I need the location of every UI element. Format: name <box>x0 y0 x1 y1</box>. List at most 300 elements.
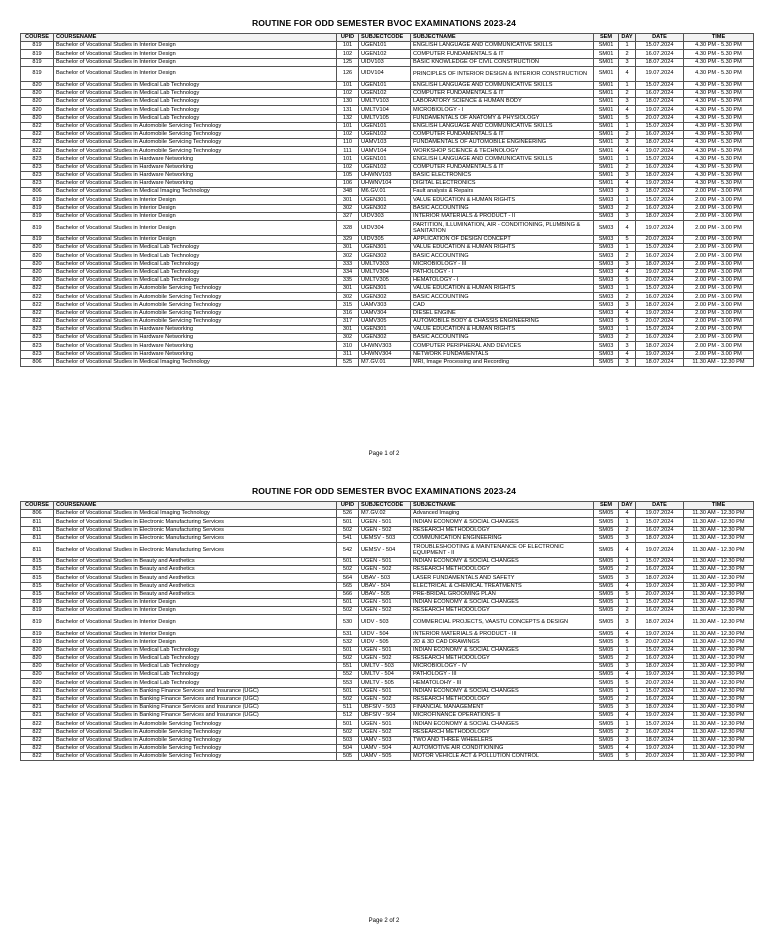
subjectcode-cell: UGEN - 502 <box>359 728 411 736</box>
day-cell: 2 <box>619 654 636 662</box>
time-cell: 4.30 PM - 5.30 PM <box>684 89 754 97</box>
day-cell: 3 <box>619 615 636 630</box>
sem-cell: SM03 <box>594 285 619 293</box>
subjectname-cell: LABORATORY SCIENCE & HUMAN BODY <box>411 98 594 106</box>
upid-cell: 530 <box>337 615 359 630</box>
upid-cell: 502 <box>337 695 359 703</box>
time-cell: 2.00 PM - 3.00 PM <box>684 212 754 220</box>
table-row <box>21 510 754 518</box>
subjectcode-cell: UGEN102 <box>359 89 411 97</box>
upid-cell: 102 <box>337 50 359 58</box>
table-row <box>21 268 754 276</box>
day-cell: 3 <box>619 736 636 744</box>
time-cell: 2.00 PM - 3.00 PM <box>684 350 754 358</box>
table-row <box>21 744 754 752</box>
sem-cell: SM01 <box>594 114 619 122</box>
coursename-cell: Bachelor of Vocational Studies in Interior Design <box>54 235 337 243</box>
sem-cell: SM05 <box>594 510 619 518</box>
subjectname-cell: MRI, Image Processing and Recording <box>411 358 594 366</box>
course-cell: 819 <box>21 638 54 646</box>
table-row <box>21 155 754 163</box>
sem-cell: SM03 <box>594 260 619 268</box>
table-row <box>21 50 754 58</box>
sem-cell: SM05 <box>594 695 619 703</box>
subjectcode-cell: UBAV - 505 <box>359 590 411 598</box>
subjectcode-cell: UHWNV304 <box>359 350 411 358</box>
subjectname-cell: COMMUNICATION ENGINEERING <box>411 534 594 542</box>
course-cell: 823 <box>21 334 54 342</box>
coursename-cell: Bachelor of Vocational Studies in Medical Lab Technology <box>54 81 337 89</box>
subjectcode-cell: UGEN102 <box>359 130 411 138</box>
sem-cell: SM01 <box>594 42 619 50</box>
day-cell: 5 <box>619 590 636 598</box>
day-cell: 5 <box>619 753 636 761</box>
sem-cell: SM05 <box>594 582 619 590</box>
day-cell: 4 <box>619 106 636 114</box>
subjectcode-cell: UMLTV - 504 <box>359 671 411 679</box>
time-cell: 2.00 PM - 3.00 PM <box>684 196 754 204</box>
day-cell: 4 <box>619 542 636 557</box>
course-cell: 820 <box>21 671 54 679</box>
table-row <box>21 301 754 309</box>
date-cell: 18.07.2024 <box>636 663 684 671</box>
sem-cell: SM03 <box>594 212 619 220</box>
course-cell: 823 <box>21 342 54 350</box>
course-cell: 821 <box>21 687 54 695</box>
day-cell: 2 <box>619 566 636 574</box>
day-cell: 3 <box>619 139 636 147</box>
day-cell: 5 <box>619 679 636 687</box>
col-header: COURSENAME <box>54 502 337 510</box>
sem-cell: SM05 <box>594 630 619 638</box>
day-cell: 5 <box>619 235 636 243</box>
sem-cell: SM03 <box>594 244 619 252</box>
date-cell: 18.07.2024 <box>636 342 684 350</box>
routine-table <box>20 33 754 367</box>
time-cell: 2.00 PM - 3.00 PM <box>684 220 754 235</box>
time-cell: 4.30 PM - 5.30 PM <box>684 180 754 188</box>
table-row <box>21 180 754 188</box>
subjectname-cell: ENGLISH LANGUAGE AND COMMUNICATIVE SKILLS <box>411 42 594 50</box>
sem-cell: SM05 <box>594 712 619 720</box>
coursename-cell: Bachelor of Vocational Studies in Interior Design <box>54 196 337 204</box>
subjectcode-cell: UGEN301 <box>359 285 411 293</box>
subjectcode-cell: UIDV104 <box>359 66 411 81</box>
day-cell: 4 <box>619 66 636 81</box>
upid-cell: 334 <box>337 268 359 276</box>
table-row <box>21 204 754 212</box>
sem-cell: SM05 <box>594 638 619 646</box>
sem-cell: SM03 <box>594 342 619 350</box>
upid-cell: 301 <box>337 285 359 293</box>
day-cell: 1 <box>619 326 636 334</box>
course-cell: 819 <box>21 204 54 212</box>
table-row <box>21 171 754 179</box>
course-cell: 822 <box>21 720 54 728</box>
coursename-cell: Bachelor of Vocational Studies in Automobile Servicing Technology <box>54 753 337 761</box>
day-cell: 4 <box>619 582 636 590</box>
table-row <box>21 42 754 50</box>
subjectcode-cell: UHWNV103 <box>359 171 411 179</box>
table-row <box>21 598 754 606</box>
subjectcode-cell: UGEN301 <box>359 326 411 334</box>
day-cell: 4 <box>619 630 636 638</box>
coursename-cell: Bachelor of Vocational Studies in Electronic Manufacturing Services <box>54 518 337 526</box>
day-cell: 2 <box>619 526 636 534</box>
sem-cell: SM03 <box>594 252 619 260</box>
date-cell: 16.07.2024 <box>636 728 684 736</box>
time-cell: 4.30 PM - 5.30 PM <box>684 50 754 58</box>
date-cell: 20.07.2024 <box>636 679 684 687</box>
date-cell: 15.07.2024 <box>636 81 684 89</box>
table-row <box>21 81 754 89</box>
table-row <box>21 557 754 565</box>
date-cell: 20.07.2024 <box>636 276 684 284</box>
coursename-cell: Bachelor of Vocational Studies in Automobile Servicing Technology <box>54 122 337 130</box>
coursename-cell: Bachelor of Vocational Studies in Electronic Manufacturing Services <box>54 542 337 557</box>
time-cell: 11.30 AM - 12.30 PM <box>684 582 754 590</box>
coursename-cell: Bachelor of Vocational Studies in Banking Finance Services and Insurance (UGC) <box>54 703 337 711</box>
subjectname-cell: COMPUTER FUNDAMENTALS & IT <box>411 163 594 171</box>
upid-cell: 301 <box>337 244 359 252</box>
table-row <box>21 695 754 703</box>
subjectname-cell: RESEARCH METHODOLOGY <box>411 654 594 662</box>
subjectname-cell: FUNDAMENTALS OF AUTOMOBILE ENGINEERING <box>411 139 594 147</box>
course-cell: 815 <box>21 590 54 598</box>
sem-cell: SM05 <box>594 534 619 542</box>
coursename-cell: Bachelor of Vocational Studies in Automobile Servicing Technology <box>54 309 337 317</box>
subjectcode-cell: UMLTV - 505 <box>359 679 411 687</box>
course-cell: 821 <box>21 712 54 720</box>
subjectcode-cell: UAMV304 <box>359 309 411 317</box>
date-cell: 19.07.2024 <box>636 106 684 114</box>
date-cell: 19.07.2024 <box>636 744 684 752</box>
table-row <box>21 574 754 582</box>
date-cell: 15.07.2024 <box>636 518 684 526</box>
time-cell: 11.30 AM - 12.30 PM <box>684 687 754 695</box>
course-cell: 821 <box>21 695 54 703</box>
course-cell: 823 <box>21 155 54 163</box>
course-cell: 820 <box>21 260 54 268</box>
time-cell: 11.30 AM - 12.30 PM <box>684 574 754 582</box>
subjectcode-cell: UGEN - 502 <box>359 695 411 703</box>
day-cell: 4 <box>619 510 636 518</box>
upid-cell: 328 <box>337 220 359 235</box>
day-cell: 2 <box>619 334 636 342</box>
day-cell: 4 <box>619 180 636 188</box>
subjectcode-cell: UGEN - 501 <box>359 720 411 728</box>
subjectcode-cell: UGEN101 <box>359 155 411 163</box>
course-cell: 822 <box>21 744 54 752</box>
course-cell: 823 <box>21 350 54 358</box>
upid-cell: 302 <box>337 204 359 212</box>
subjectcode-cell: UGEN - 501 <box>359 646 411 654</box>
day-cell: 4 <box>619 671 636 679</box>
sem-cell: SM05 <box>594 720 619 728</box>
date-cell: 15.07.2024 <box>636 687 684 695</box>
coursename-cell: Bachelor of Vocational Studies in Medical Lab Technology <box>54 663 337 671</box>
upid-cell: 125 <box>337 58 359 66</box>
col-header: DATE <box>636 502 684 510</box>
col-header: SUBJECTNAME <box>411 34 594 42</box>
document-title: ROUTINE FOR ODD SEMESTER BVOC EXAMINATIONS 2023-24 <box>251 486 517 496</box>
table-row <box>21 728 754 736</box>
date-cell: 18.07.2024 <box>636 58 684 66</box>
coursename-cell: Bachelor of Vocational Studies in Hardware Networking <box>54 155 337 163</box>
col-header: SEM <box>594 502 619 510</box>
subjectname-cell: FUNDAMENTALS OF ANATOMY & PHYSIOLOGY <box>411 114 594 122</box>
sem-cell: SM01 <box>594 130 619 138</box>
header-row <box>21 34 754 42</box>
table-row <box>21 188 754 196</box>
sem-cell: SM01 <box>594 139 619 147</box>
time-cell: 11.30 AM - 12.30 PM <box>684 566 754 574</box>
subjectname-cell: RESEARCH METHODOLOGY <box>411 607 594 615</box>
course-cell: 822 <box>21 139 54 147</box>
sem-cell: SM01 <box>594 58 619 66</box>
day-cell: 3 <box>619 574 636 582</box>
table-row <box>21 260 754 268</box>
upid-cell: 302 <box>337 334 359 342</box>
subjectcode-cell: M6.GV.01 <box>359 188 411 196</box>
date-cell: 16.07.2024 <box>636 654 684 662</box>
time-cell: 11.30 AM - 12.30 PM <box>684 671 754 679</box>
time-cell: 2.00 PM - 3.00 PM <box>684 235 754 243</box>
time-cell: 11.30 AM - 12.30 PM <box>684 526 754 534</box>
coursename-cell: Bachelor of Vocational Studies in Medical Lab Technology <box>54 252 337 260</box>
subjectcode-cell: UGEN301 <box>359 244 411 252</box>
sem-cell: SM05 <box>594 615 619 630</box>
time-cell: 2.00 PM - 3.00 PM <box>684 188 754 196</box>
sem-cell: SM01 <box>594 89 619 97</box>
upid-cell: 565 <box>337 582 359 590</box>
coursename-cell: Bachelor of Vocational Studies in Hardware Networking <box>54 334 337 342</box>
date-cell: 18.07.2024 <box>636 703 684 711</box>
time-cell: 2.00 PM - 3.00 PM <box>684 309 754 317</box>
col-header: SUBJECTNAME <box>411 502 594 510</box>
subjectname-cell: ENGLISH LANGUAGE AND COMMUNICATIVE SKILLS <box>411 155 594 163</box>
subjectname-cell: INTERIOR MATERIALS & PRODUCT - II <box>411 212 594 220</box>
course-cell: 822 <box>21 309 54 317</box>
coursename-cell: Bachelor of Vocational Studies in Medical Imaging Technology <box>54 188 337 196</box>
subjectname-cell: MICROBIOLOGY - I <box>411 106 594 114</box>
day-cell: 4 <box>619 712 636 720</box>
subjectcode-cell: UGEN302 <box>359 252 411 260</box>
subjectcode-cell: UGEN - 502 <box>359 566 411 574</box>
time-cell: 4.30 PM - 5.30 PM <box>684 122 754 130</box>
subjectname-cell: BASIC ACCOUNTING <box>411 204 594 212</box>
date-cell: 15.07.2024 <box>636 122 684 130</box>
coursename-cell: Bachelor of Vocational Studies in Automobile Servicing Technology <box>54 720 337 728</box>
day-cell: 4 <box>619 220 636 235</box>
table-row <box>21 326 754 334</box>
day-cell: 1 <box>619 42 636 50</box>
sem-cell: SM03 <box>594 235 619 243</box>
coursename-cell: Bachelor of Vocational Studies in Automobile Servicing Technology <box>54 139 337 147</box>
subjectname-cell: VALUE EDUCATION & HUMAN RIGHTS <box>411 285 594 293</box>
table-row <box>21 712 754 720</box>
col-header: TIME <box>684 34 754 42</box>
coursename-cell: Bachelor of Vocational Studies in Interior Design <box>54 42 337 50</box>
day-cell: 1 <box>619 720 636 728</box>
course-cell: 819 <box>21 50 54 58</box>
time-cell: 2.00 PM - 3.00 PM <box>684 204 754 212</box>
sem-cell: SM01 <box>594 66 619 81</box>
upid-cell: 301 <box>337 196 359 204</box>
document-title: ROUTINE FOR ODD SEMESTER BVOC EXAMINATIONS 2023-24 <box>251 18 517 28</box>
day-cell: 4 <box>619 744 636 752</box>
course-cell: 819 <box>21 212 54 220</box>
subjectname-cell: TROUBLESHOOTING & MAINTENANCE OF ELECTRONIC EQUIPMENT - II <box>411 542 594 557</box>
time-cell: 2.00 PM - 3.00 PM <box>684 317 754 325</box>
upid-cell: 111 <box>337 147 359 155</box>
sem-cell: SM05 <box>594 753 619 761</box>
date-cell: 19.07.2024 <box>636 309 684 317</box>
table-row <box>21 615 754 630</box>
sem-cell: SM01 <box>594 122 619 130</box>
course-cell: 811 <box>21 542 54 557</box>
coursename-cell: Bachelor of Vocational Studies in Beauty and Aesthetics <box>54 557 337 565</box>
table-row <box>21 114 754 122</box>
day-cell: 5 <box>619 114 636 122</box>
day-cell: 3 <box>619 212 636 220</box>
date-cell: 16.07.2024 <box>636 89 684 97</box>
sem-cell: SM05 <box>594 607 619 615</box>
table-row <box>21 582 754 590</box>
subjectname-cell: COMMERCIAL PROJECTS, VAASTU CONCEPTS & DESIGN <box>411 615 594 630</box>
course-cell: 820 <box>21 252 54 260</box>
course-cell: 811 <box>21 518 54 526</box>
coursename-cell: Bachelor of Vocational Studies in Hardware Networking <box>54 180 337 188</box>
subjectname-cell: PATHOLOGY - III <box>411 671 594 679</box>
course-cell: 822 <box>21 130 54 138</box>
date-cell: 18.07.2024 <box>636 615 684 630</box>
time-cell: 11.30 AM - 12.30 PM <box>684 638 754 646</box>
coursename-cell: Bachelor of Vocational Studies in Medical Lab Technology <box>54 114 337 122</box>
upid-cell: 501 <box>337 646 359 654</box>
course-cell: 806 <box>21 510 54 518</box>
subjectname-cell: INDIAN ECONOMY & SOCIAL CHANGES <box>411 646 594 654</box>
course-cell: 820 <box>21 663 54 671</box>
date-cell: 15.07.2024 <box>636 155 684 163</box>
coursename-cell: Bachelor of Vocational Studies in Banking Finance Services and Insurance (UGC) <box>54 687 337 695</box>
subjectname-cell: 2D & 3D CAD DRAWINGS <box>411 638 594 646</box>
coursename-cell: Bachelor of Vocational Studies in Medical Lab Technology <box>54 89 337 97</box>
course-cell: 819 <box>21 630 54 638</box>
course-cell: 820 <box>21 81 54 89</box>
subjectcode-cell: UEMSV - 504 <box>359 542 411 557</box>
sem-cell: SM03 <box>594 276 619 284</box>
sem-cell: SM05 <box>594 687 619 695</box>
table-row <box>21 671 754 679</box>
coursename-cell: Bachelor of Vocational Studies in Interior Design <box>54 66 337 81</box>
date-cell: 15.07.2024 <box>636 720 684 728</box>
table-row <box>21 130 754 138</box>
upid-cell: 501 <box>337 557 359 565</box>
coursename-cell: Bachelor of Vocational Studies in Banking Finance Services and Insurance (UGC) <box>54 695 337 703</box>
time-cell: 11.30 AM - 12.30 PM <box>684 720 754 728</box>
time-cell: 11.30 AM - 12.30 PM <box>684 598 754 606</box>
coursename-cell: Bachelor of Vocational Studies in Electronic Manufacturing Services <box>54 526 337 534</box>
course-cell: 822 <box>21 753 54 761</box>
coursename-cell: Bachelor of Vocational Studies in Automobile Servicing Technology <box>54 147 337 155</box>
table-row <box>21 317 754 325</box>
upid-cell: 532 <box>337 638 359 646</box>
subjectname-cell: APPLICATION OF DESIGN CONCEPT <box>411 235 594 243</box>
table-row <box>21 285 754 293</box>
date-cell: 19.07.2024 <box>636 542 684 557</box>
time-cell: 2.00 PM - 3.00 PM <box>684 244 754 252</box>
upid-cell: 526 <box>337 510 359 518</box>
col-header: DATE <box>636 34 684 42</box>
coursename-cell: Bachelor of Vocational Studies in Automobile Servicing Technology <box>54 285 337 293</box>
sem-cell: SM01 <box>594 147 619 155</box>
time-cell: 2.00 PM - 3.00 PM <box>684 334 754 342</box>
coursename-cell: Bachelor of Vocational Studies in Interior Design <box>54 638 337 646</box>
subjectname-cell: INDIAN ECONOMY & SOCIAL CHANGES <box>411 518 594 526</box>
time-cell: 2.00 PM - 3.00 PM <box>684 326 754 334</box>
coursename-cell: Bachelor of Vocational Studies in Hardware Networking <box>54 342 337 350</box>
time-cell: 11.30 AM - 12.30 PM <box>684 510 754 518</box>
table-row <box>21 106 754 114</box>
subjectname-cell: VALUE EDUCATION & HUMAN RIGHTS <box>411 326 594 334</box>
subjectname-cell: COMPUTER FUNDAMENTALS & IT <box>411 50 594 58</box>
day-cell: 3 <box>619 703 636 711</box>
time-cell: 2.00 PM - 3.00 PM <box>684 293 754 301</box>
subjectname-cell: BASIC KNOWLEDGE OF CIVIL CONSTRUCTION <box>411 58 594 66</box>
course-cell: 822 <box>21 285 54 293</box>
time-cell: 4.30 PM - 5.30 PM <box>684 106 754 114</box>
subjectname-cell: HEMATOLOHY - III <box>411 679 594 687</box>
date-cell: 19.07.2024 <box>636 268 684 276</box>
course-cell: 822 <box>21 317 54 325</box>
time-cell: 2.00 PM - 3.00 PM <box>684 301 754 309</box>
sem-cell: SM03 <box>594 301 619 309</box>
subjectcode-cell: UGEN102 <box>359 163 411 171</box>
subjectname-cell: MICROFINANCE OPERATIONS- II <box>411 712 594 720</box>
date-cell: 19.07.2024 <box>636 630 684 638</box>
subjectname-cell: BASIC ACCOUNTING <box>411 293 594 301</box>
date-cell: 15.07.2024 <box>636 646 684 654</box>
course-cell: 815 <box>21 574 54 582</box>
subjectcode-cell: UGEN - 501 <box>359 557 411 565</box>
day-cell: 4 <box>619 147 636 155</box>
day-cell: 1 <box>619 646 636 654</box>
header-row <box>21 502 754 510</box>
day-cell: 2 <box>619 695 636 703</box>
day-cell: 2 <box>619 607 636 615</box>
date-cell: 20.07.2024 <box>636 235 684 243</box>
subjectname-cell: PRINCIPLES OF INTERIOR DESIGN & INTERIOR CONSTRUCTION <box>411 66 594 81</box>
upid-cell: 101 <box>337 122 359 130</box>
day-cell: 2 <box>619 163 636 171</box>
day-cell: 1 <box>619 557 636 565</box>
date-cell: 15.07.2024 <box>636 598 684 606</box>
subjectname-cell: COMPUTER PERIPHERAL AND DEVICES <box>411 342 594 350</box>
table-row <box>21 638 754 646</box>
time-cell: 4.30 PM - 5.30 PM <box>684 163 754 171</box>
upid-cell: 102 <box>337 130 359 138</box>
coursename-cell: Bachelor of Vocational Studies in Medical Lab Technology <box>54 98 337 106</box>
table-row <box>21 350 754 358</box>
sem-cell: SM03 <box>594 268 619 276</box>
document-page-2 <box>0 466 768 932</box>
upid-cell: 564 <box>337 574 359 582</box>
date-cell: 20.07.2024 <box>636 638 684 646</box>
time-cell: 11.30 AM - 12.30 PM <box>684 630 754 638</box>
subjectname-cell: INDIAN ECONOMY & SOCIAL CHANGES <box>411 687 594 695</box>
day-cell: 1 <box>619 81 636 89</box>
